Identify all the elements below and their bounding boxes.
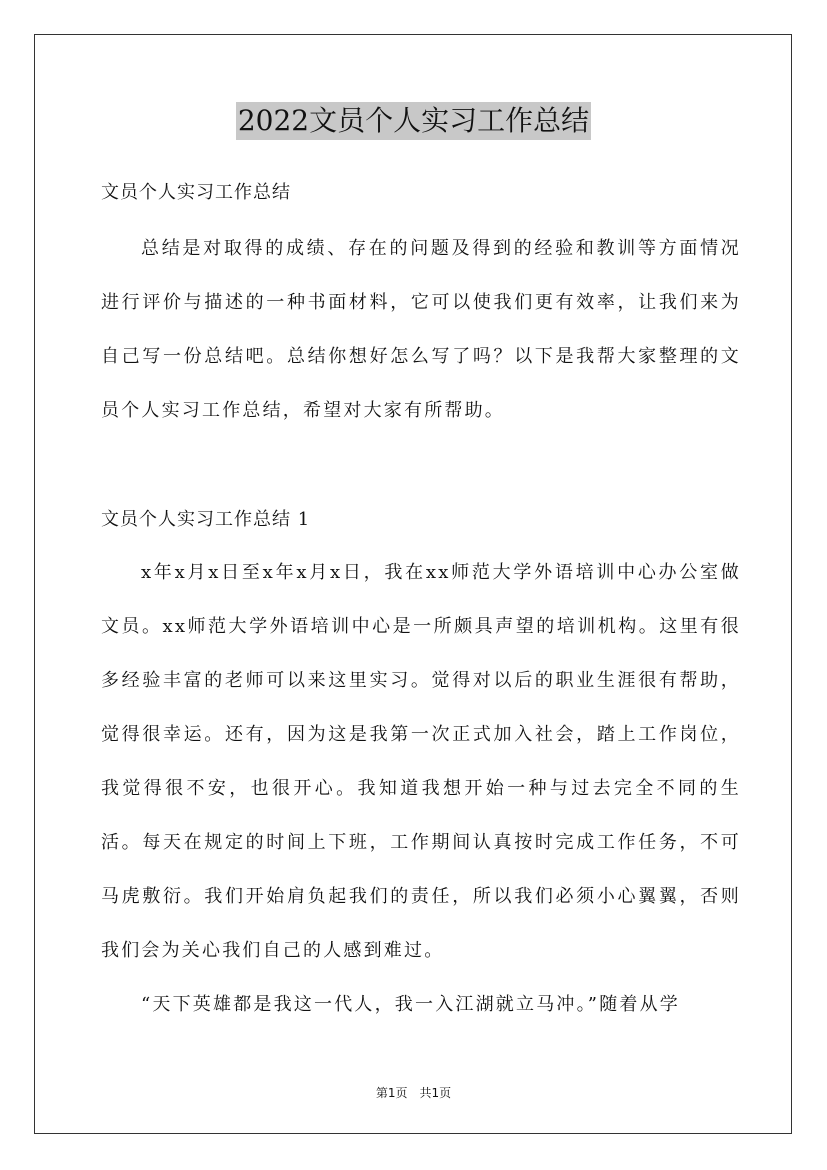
- page-total: 共1页: [419, 1086, 452, 1100]
- document-title: 2022文员个人实习工作总结: [236, 102, 591, 140]
- body-paragraph-continued: “天下英雄都是我这一代人，我一入江湖就立马冲。”随着从学: [141, 994, 681, 1015]
- body-paragraph: x年x月x日至x年x月x日，我在xx师范大学外语培训中心办公室做文员。xx师范大学外语培训中心是一所颇具声望的培训机构。这里有很多经验丰富的老师可以来这里实习。觉得对以后的职业生涯很有帮助，觉得很幸运。还有，因为这是我第一次正式加入社会，踏上工作岗位，我觉得很不安，也很开心。我知道我想开始一种与过去完全不同的生活。每天在规定的时间上下班，工作期间认真按时完成工作任务，不可马虎敷衍。我们开始肩负起我们的责任，所以我们必须小心翼翼，否则我们会为关心我们自己的人感到难过。: [101, 562, 741, 961]
- subsection-heading: 文员个人实习工作总结 1: [101, 509, 311, 530]
- intro-paragraph: 总结是对取得的成绩、存在的问题及得到的经验和教训等方面情况进行评价与描述的一种书面材料，它可以使我们更有效率，让我们来为自己写一份总结吧。总结你想好怎么写了吗？以下是我帮大家整理的文员个人实习工作总结，希望对大家有所帮助。: [101, 238, 741, 421]
- page-footer: [0, 1085, 827, 1101]
- section-heading: 文员个人实习工作总结: [101, 182, 291, 203]
- title-container: [0, 102, 827, 140]
- page-number: 第1页: [375, 1086, 408, 1100]
